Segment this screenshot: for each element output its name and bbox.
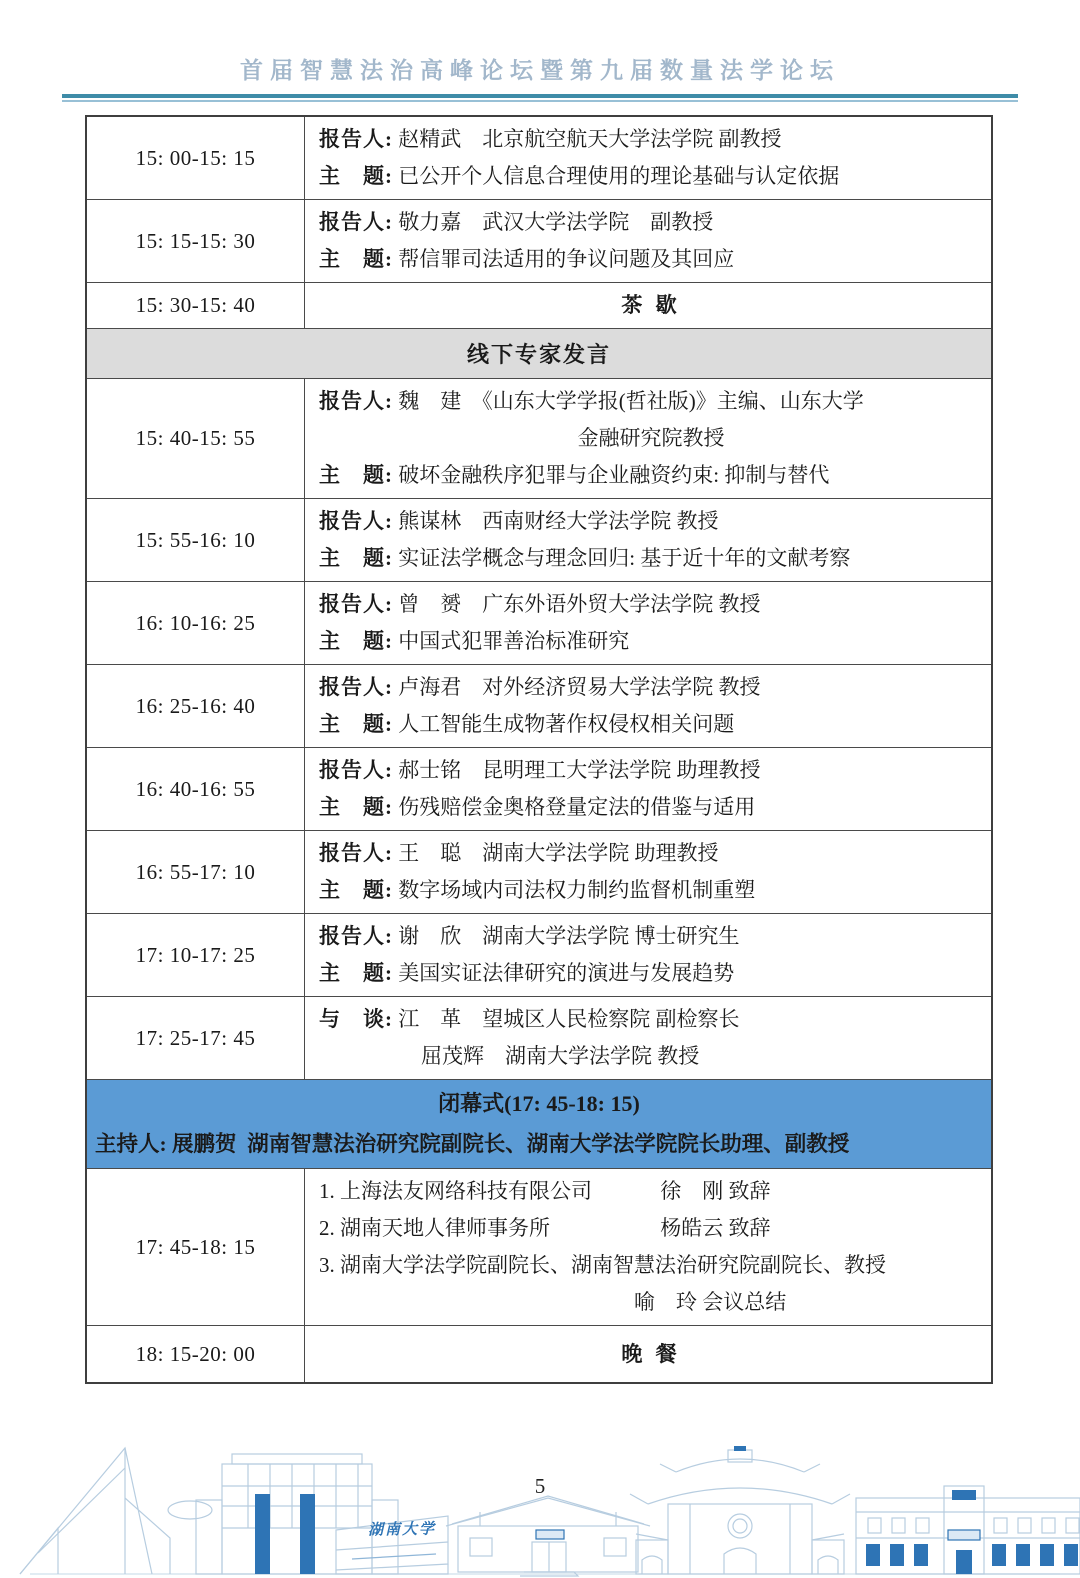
session-line-text: 卢海君 对外经济贸易大学法学院 教授 [393, 675, 761, 699]
session-line-text: 赵精武 北京航空航天大学法学院 副教授 [393, 127, 782, 151]
session-line [319, 121, 983, 158]
event-label: 晚 餐 [621, 1341, 681, 1366]
session-line [319, 835, 983, 872]
session-line [319, 540, 983, 577]
time-cell: 16: 55-17: 10 [87, 831, 305, 913]
session-line-label: 报告人: [319, 509, 393, 533]
table-row [87, 581, 991, 664]
table-row [87, 378, 991, 498]
time-cell: 15: 55-16: 10 [87, 499, 305, 581]
table-row [87, 1168, 991, 1325]
content-cell [305, 748, 991, 830]
session-line-label: 报告人: [319, 924, 393, 948]
session-line-text: 江 革 望城区人民检察院 副检察长 [393, 1007, 740, 1031]
time-cell: 16: 40-16: 55 [87, 748, 305, 830]
table-row [87, 199, 991, 282]
session-line-text: 喻 玲 会议总结 [319, 1290, 787, 1314]
time-cell: 15: 30-15: 40 [87, 283, 305, 328]
session-line-label: 主 题: [319, 164, 393, 188]
session-line-text: 美国实证法律研究的演进与发展趋势 [393, 961, 735, 985]
time-cell: 16: 10-16: 25 [87, 582, 305, 664]
session-line-text: 敬力嘉 武汉大学法学院 副教授 [393, 210, 714, 234]
session-line-label: 报告人: [319, 841, 393, 865]
session-line [319, 706, 983, 743]
session-line-label: 主 题: [319, 546, 393, 570]
session-line-label: 主 题: [319, 712, 393, 736]
divider-thick-line [62, 94, 1018, 98]
session-line-label: 主 题: [319, 795, 393, 819]
session-line-text: 魏 建 《山东大学学报(哲社版)》主编、山东大学 [393, 389, 864, 413]
session-line [319, 872, 983, 909]
table-row [87, 498, 991, 581]
time-cell: 15: 00-15: 15 [87, 117, 305, 199]
content-cell [305, 582, 991, 664]
time-cell: 17: 10-17: 25 [87, 914, 305, 996]
session-line [319, 586, 983, 623]
session-line [319, 1284, 983, 1321]
session-line-label: 报告人: [319, 127, 393, 151]
content-cell [305, 1169, 991, 1325]
content-cell [305, 1326, 991, 1382]
section-banner-label: 线下专家发言 [466, 342, 611, 367]
session-line-text: 破坏金融秩序犯罪与企业融资约束: 抑制与替代 [393, 463, 830, 487]
event-label: 茶 歇 [621, 293, 681, 317]
session-line-text: 金融研究院教授 [577, 426, 725, 450]
table-row [87, 664, 991, 747]
session-line-text: 伤残赔偿金奥格登量定法的借鉴与适用 [393, 795, 756, 819]
session-line-label: 主 题: [319, 629, 393, 653]
session-line-label: 与 谈: [319, 1007, 393, 1031]
session-line-label: 报告人: [319, 592, 393, 616]
session-line-label: 主 题: [319, 463, 393, 487]
session-line-text: 实证法学概念与理念回归: 基于近十年的文献考察 [393, 546, 851, 570]
closing-ceremony-title: 闭幕式(17: 45-18: 15) [438, 1091, 640, 1116]
session-line-text: 郝士铭 昆明理工大学法学院 助理教授 [393, 758, 761, 782]
content-cell [305, 499, 991, 581]
session-line [319, 669, 983, 706]
session-line-label: 主 题: [319, 247, 393, 271]
schedule-table [85, 115, 993, 1384]
table-row [87, 1325, 991, 1382]
session-line-text: 屈茂辉 湖南大学法学院 教授 [421, 1044, 700, 1068]
content-cell [305, 831, 991, 913]
content-cell [305, 914, 991, 996]
table-row [87, 282, 991, 328]
closing-ceremony-host: 主持人: 展鹏贺 湖南智慧法治研究院副院长、湖南大学法学院院长助理、副教授 [95, 1132, 850, 1156]
session-line [319, 1001, 983, 1038]
session-line-label: 主 题: [319, 961, 393, 985]
session-line [319, 918, 983, 955]
content-cell [305, 997, 991, 1079]
session-line [319, 1247, 983, 1284]
content-cell [305, 117, 991, 199]
session-line [319, 241, 983, 278]
session-line [319, 503, 983, 540]
session-line-text: 帮信罪司法适用的争议问题及其回应 [393, 247, 735, 271]
time-cell: 18: 15-20: 00 [87, 1326, 305, 1382]
time-cell: 15: 15-15: 30 [87, 200, 305, 282]
time-cell: 16: 25-16: 40 [87, 665, 305, 747]
session-line-label: 报告人: [319, 758, 393, 782]
session-line-text: 曾 赟 广东外语外贸大学法学院 教授 [393, 592, 761, 616]
section-banner-gray [87, 328, 991, 378]
session-line-text: 2. 湖南天地人律师事务所 杨皓云 致辞 [319, 1216, 771, 1240]
table-row [87, 117, 991, 199]
session-line-text: 熊谋林 西南财经大学法学院 教授 [393, 509, 719, 533]
table-row [87, 996, 991, 1079]
session-line [319, 1173, 983, 1210]
page-number: 5 [534, 1474, 546, 1498]
session-line [319, 383, 983, 420]
title-divider [62, 94, 1018, 102]
table-row [87, 913, 991, 996]
session-line-text: 王 聪 湖南大学法学院 助理教授 [393, 841, 719, 865]
session-line [319, 955, 983, 992]
divider-thin-line [62, 100, 1018, 102]
campus-buildings-illustration [0, 1438, 1080, 1578]
session-line-label: 报告人: [319, 675, 393, 699]
closing-ceremony-banner [87, 1079, 991, 1168]
session-line-text: 3. 湖南大学法学院副院长、湖南智慧法治研究院副院长、教授 [319, 1253, 886, 1277]
session-line-label: 报告人: [319, 389, 393, 413]
session-line-text: 已公开个人信息合理使用的理论基础与认定依据 [393, 164, 840, 188]
time-cell: 15: 40-15: 55 [87, 379, 305, 498]
time-cell: 17: 45-18: 15 [87, 1169, 305, 1325]
table-row [87, 830, 991, 913]
session-line [319, 752, 983, 789]
session-line [319, 420, 983, 457]
session-line-text: 1. 上海法友网络科技有限公司 徐 刚 致辞 [319, 1179, 771, 1203]
table-row [87, 747, 991, 830]
time-cell: 17: 25-17: 45 [87, 997, 305, 1079]
content-cell [305, 665, 991, 747]
session-line-text: 谢 欣 湖南大学法学院 博士研究生 [393, 924, 740, 948]
session-line [319, 623, 983, 660]
content-cell [305, 200, 991, 282]
session-line [319, 158, 983, 195]
content-cell [305, 283, 991, 328]
session-line-label: 主 题: [319, 878, 393, 902]
session-line-text: 人工智能生成物著作权侵权相关问题 [393, 712, 735, 736]
session-line-label: 报告人: [319, 210, 393, 234]
session-line-text: 中国式犯罪善治标准研究 [393, 629, 630, 653]
campus-signature-text: 湖南大学 [367, 1521, 437, 1539]
session-line [319, 457, 983, 494]
session-line [319, 1038, 983, 1075]
session-line [319, 1210, 983, 1247]
content-cell [305, 379, 991, 498]
session-line [319, 204, 983, 241]
session-line [319, 789, 983, 826]
page-title: 首届智慧法治高峰论坛暨第九届数量法学论坛 [240, 58, 840, 83]
session-line-text: 数字场域内司法权力制约监督机制重塑 [393, 878, 756, 902]
